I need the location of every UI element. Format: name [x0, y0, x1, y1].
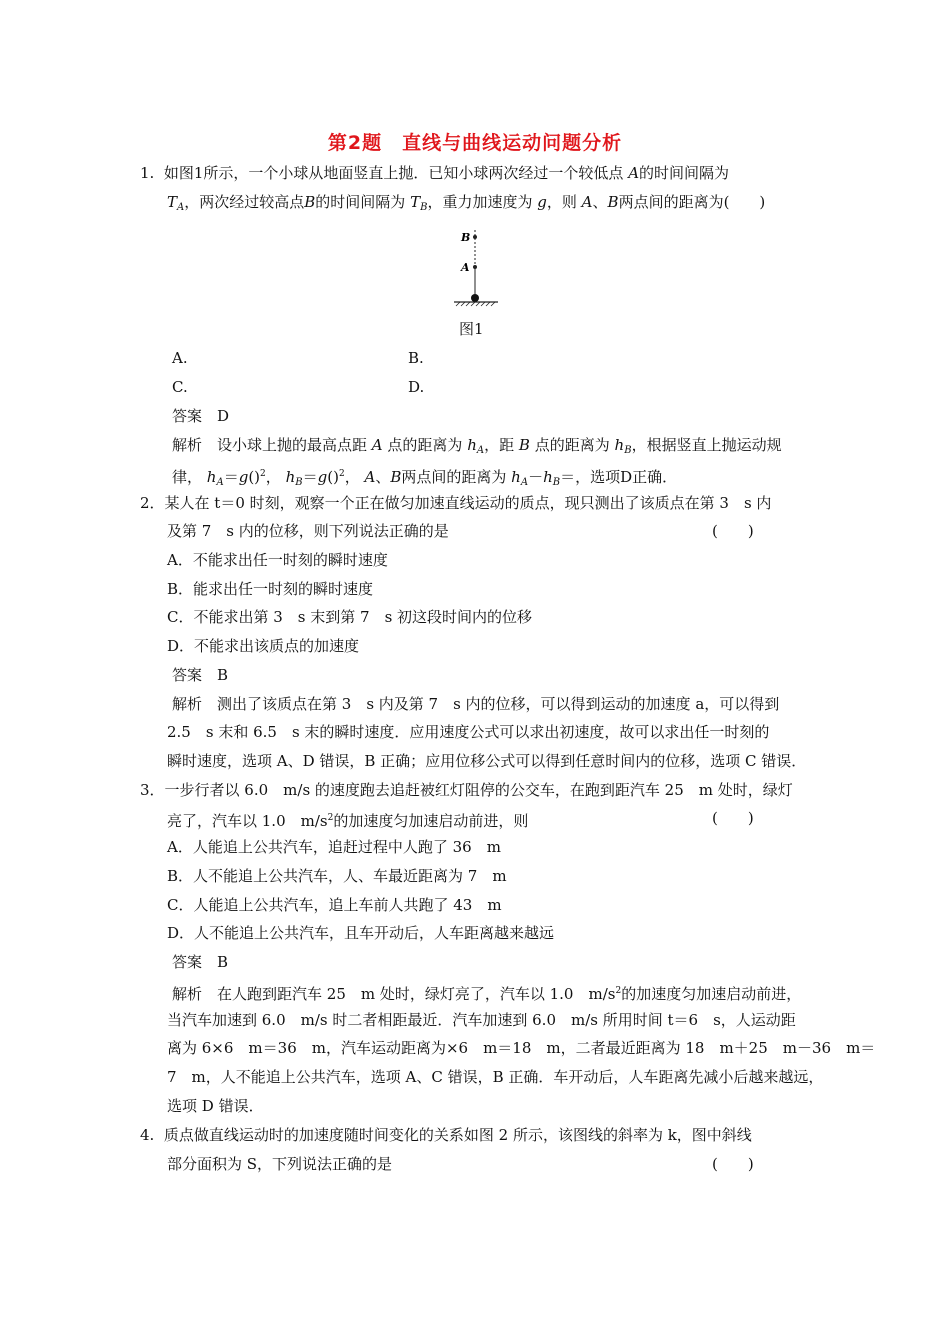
- q2-option-d: D．不能求出该质点的加速度: [167, 637, 360, 655]
- figure-label-b: B: [461, 231, 471, 244]
- q1-explanation-line-2: 律， $h_A=g()^2$， $h_B=g()^2$， A、B两点间的距离为 $h_A-h_B=$，选项D正确．: [172, 468, 678, 488]
- q3-explanation-line-2: 当汽车加速到 6.0 m/s 时二者相距最近．汽车加速到 6.0 m/s 所用时间 t＝6 s，人运动距: [167, 1011, 796, 1029]
- q3-line-2: 亮了，汽车以 1.0 $m/s^2$的加速度匀加速启动前进，则: [167, 812, 529, 830]
- q3-option-d: D．人不能追上公共汽车，且车开动后，人车距离越来越远: [167, 924, 555, 942]
- question-4-number: 4.: [140, 1126, 155, 1144]
- point-b: [473, 235, 477, 239]
- q2-option-c: C．不能求出第 3 s 末到第 7 s 初这段时间内的位移: [167, 608, 533, 626]
- q1-option-b: B.: [408, 349, 424, 367]
- q1-option-c: C.: [172, 378, 188, 396]
- q4-line-1: 4. 质点做直线运动时的加速度随时间变化的关系如图 2 所示，该图线的斜率为 k，图中斜线: [140, 1126, 752, 1144]
- q3-explanation-line-4: 7 m，人不能追上公共汽车，选项 A、C 错误，B 正确．车开动后，人车距离先减小后越来越远，: [167, 1068, 824, 1086]
- q3-answer-blank: ( ): [712, 809, 754, 827]
- q2-option-b: B．能求出任一时刻的瞬时速度: [167, 580, 374, 598]
- q2-answer: 答案 B: [172, 666, 229, 684]
- point-a: [473, 265, 477, 269]
- q1-explanation-line-1: 解析 设小球上抛的最高点距 A 点的距离为 $h_A$，距 B 点的距离为 $h_B$，根据竖直上抛运动规: [172, 436, 782, 456]
- q2-explanation-line-1: 解析 测出了该质点在第 3 s 内及第 7 s 内的位移，可以得到运动的加速度 a，可以得到: [172, 695, 780, 713]
- q2-option-a: A．不能求出任一时刻的瞬时速度: [167, 551, 388, 569]
- question-1-line-1: 1. 如图1所示，一个小球从地面竖直上抛．已知小球两次经过一个较低点 A的时间间隔为: [140, 164, 730, 182]
- q2-answer-blank: ( ): [712, 522, 754, 540]
- q1-answer: 答案 D: [172, 407, 230, 425]
- q2-line-1: 2．某人在 t＝0 时刻，观察一个正在做匀加速直线运动的质点，现只测出了该质点在第 3 s 内: [140, 494, 772, 512]
- question-1-number: 1.: [140, 164, 155, 182]
- q3-answer: 答案 B: [172, 953, 229, 971]
- ground-hatch: [456, 302, 495, 306]
- q2-line-2: 及第 7 s 内的位移，则下列说法正确的是: [167, 522, 449, 540]
- q2-explanation-line-3: 瞬时速度，选项 A、D 错误，B 正确；应用位移公式可以得到任意时间内的位移，选项 C 错误．: [167, 752, 807, 770]
- q1-option-a: A.: [172, 349, 188, 367]
- figure-1-caption: 图1: [459, 320, 484, 338]
- q1-option-d: D.: [408, 378, 425, 396]
- figure-label-a: A: [461, 261, 470, 274]
- q4-line-2: 部分面积为 S，下列说法正确的是: [167, 1155, 393, 1173]
- q4-answer-blank: ( ): [712, 1155, 754, 1173]
- q3-option-c: C．人能追上公共汽车，追上车前人共跑了 43 m: [167, 896, 502, 914]
- q3-explanation-line-1: 解析 在人跑到距汽车 25 m 处时，绿灯亮了，汽车以 1.0 $m/s^2$的加速度匀加速启动前进，: [172, 985, 802, 1003]
- q3-explanation-line-5: 选项 D 错误．: [167, 1097, 264, 1115]
- q3-option-a: A．人能追上公共汽车，追赶过程中人跑了 36 m: [167, 838, 501, 856]
- q2-explanation-line-2: 2.5 s 末和 6.5 s 末的瞬时速度．应用速度公式可以求出初速度，故可以求出任一时刻的: [167, 723, 770, 741]
- question-1-line-2: $T_A$，两次经过较高点B的时间间隔为 $T_B$，重力加速度为 g，则 A、B两点间的距离为( ): [167, 193, 766, 213]
- page-title: 第2题 直线与曲线运动问题分析: [327, 132, 623, 154]
- q3-explanation-line-3: 离为 6×6 m＝36 m，汽车运动距离为×6 m＝18 m，二者最近距离为 18 m＋25 m－36 m＝: [167, 1039, 876, 1057]
- ball: [471, 294, 479, 302]
- figure-1-diagram: [450, 222, 510, 314]
- q3-option-b: B．人不能追上公共汽车，人、车最近距离为 7 m: [167, 867, 507, 885]
- q3-line-1: 3．一步行者以 6.0 m/s 的速度跑去追赶被红灯阻停的公交车，在跑到距汽车 25 m 处时，绿灯: [140, 781, 793, 799]
